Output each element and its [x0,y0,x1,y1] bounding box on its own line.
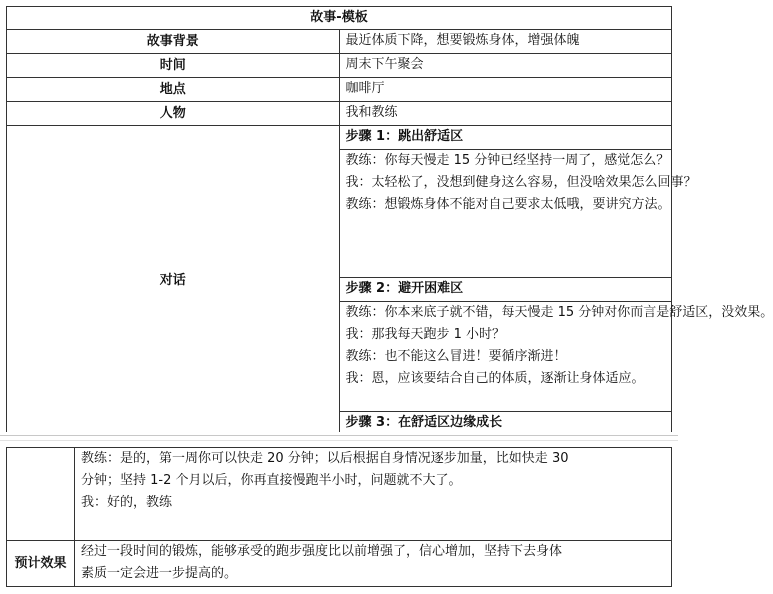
dialogue-line: 教练：你本来底子就不错，每天慢走 15 分钟对你而言是舒适区，没效果。 [345,305,773,320]
step1-content [339,150,697,278]
table-row [7,30,672,54]
table-row [7,54,672,78]
value-people: 我和教练 [339,102,672,126]
dialogue-line: 教练：也不能这么冒进！要循序渐进！ [345,349,567,364]
label-dialogue-continued [7,448,75,541]
table-row [7,78,672,102]
story-template-table [6,6,773,436]
table-row [7,541,672,587]
dialogue-line: 教练：想锻炼身体不能对自己要求太低哦，要讲究方法。 [345,197,671,212]
dialogue-line: 教练：你每天慢走 15 分钟已经坚持一周了，感觉怎么？ [345,153,670,168]
step1-title: 步骤 1：跳出舒适区 [339,126,672,150]
value-expected-effect [75,541,672,587]
effect-line: 经过一段时间的锻炼，能够承受的跑步强度比以前增强了，信心增加，坚持下去身体 [81,544,563,559]
dialogue-line: 我：恩，应该要结合自己的体质，逐渐让身体适应。 [345,371,645,386]
step3-title: 步骤 3：在舒适区边缘成长 [339,412,672,436]
table-row [7,102,672,126]
dialogue-line: 我：那我每天跑步 1 小时？ [345,327,506,342]
value-background: 最近体质下降，想要锻炼身体，增强体魄 [339,30,672,54]
table-title: 故事-模板 [7,7,672,30]
dialogue-line: 我：好的，教练 [81,495,173,510]
effect-line: 素质一定会进一步提高的。 [81,566,238,581]
label-time: 时间 [7,54,340,78]
dialogue-line: 我：太轻松了，没想到健身这么容易，但没啥效果怎么回事？ [345,175,697,190]
label-place: 地点 [7,78,340,102]
story-template-table-continued [6,447,672,587]
label-background: 故事背景 [7,30,340,54]
page-break-line [0,435,678,436]
label-people: 人物 [7,102,340,126]
dialogue-line: 教练：是的，第一周你可以快走 20 分钟；以后根据自身情况逐步加量，比如快走 30 [81,451,569,466]
page-break [0,432,678,446]
value-time: 周末下午聚会 [339,54,672,78]
step2-content [339,302,773,412]
value-place: 咖啡厅 [339,78,672,102]
step2-title: 步骤 2：避开困难区 [339,278,672,302]
step3-content [75,448,672,541]
page-break-line [0,440,678,441]
label-expected-effect: 预计效果 [7,541,75,587]
label-dialogue: 对话 [7,126,340,436]
dialogue-line: 分钟；坚持 1-2 个月以后，你再直接慢跑半小时，问题就不大了。 [81,473,462,488]
